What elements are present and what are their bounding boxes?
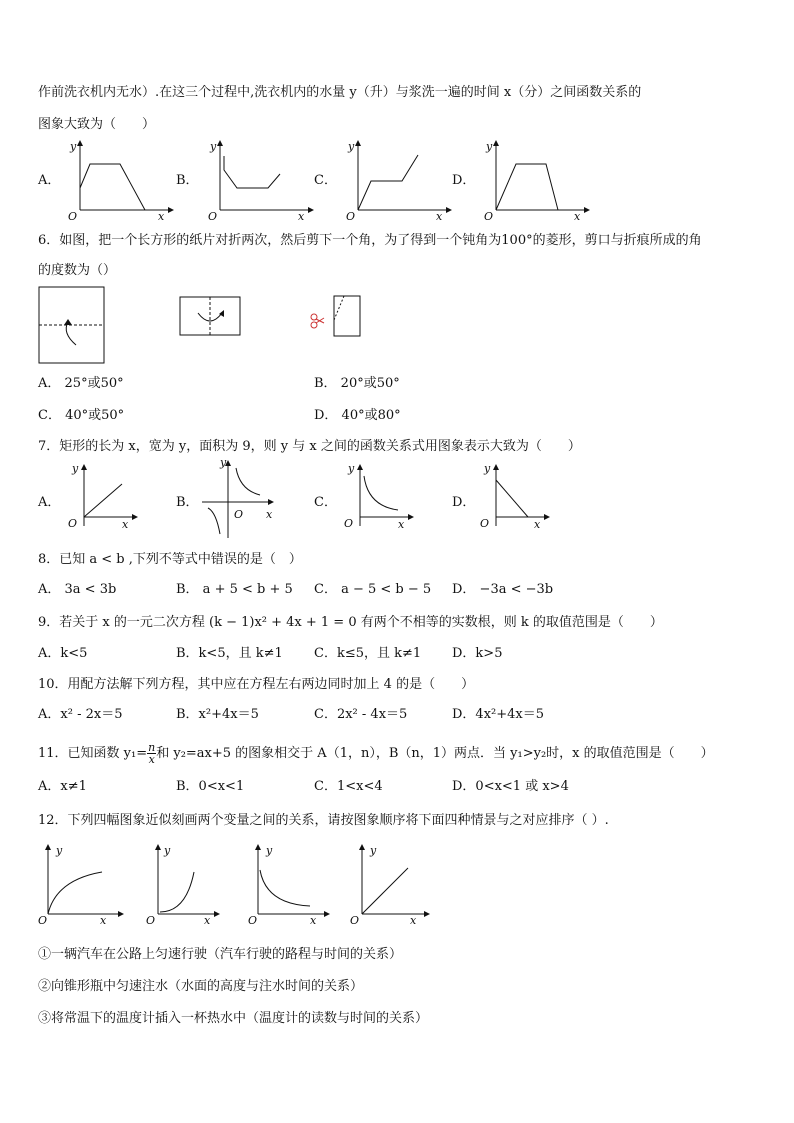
q7-graph-b (198, 458, 278, 542)
q5-stem-line1: 作前洗衣机内无水）.在这三个过程中,洗衣机内的水量 y（升）与浆洗一遍的时间 x（分）之间函数关系的 (38, 85, 642, 100)
q9-option-b: B．k<5，且 k≠1 (176, 646, 283, 661)
q7-option-c-label: C． (314, 495, 337, 510)
q5-stem-line2: 图象大致为（ ） (38, 117, 156, 132)
svg-text:x: x (158, 210, 165, 223)
svg-text:O: O (68, 210, 78, 223)
svg-text:x: x (410, 914, 417, 927)
svg-text:y: y (70, 140, 77, 153)
svg-text:x: x (534, 518, 541, 531)
svg-text:y: y (56, 844, 63, 857)
q7-stem: 7．矩形的长为 x，宽为 y，面积为 9，则 y 与 x 之间的函数关系式用图象表示大致为（ ） (38, 439, 581, 454)
q6-option-d: D． 40°或80° (314, 408, 401, 423)
svg-text:O: O (68, 517, 78, 530)
svg-text:y: y (220, 456, 227, 469)
q12-graph-4 (344, 842, 434, 926)
q9-stem: 9．若关于 x 的一元二次方程 (k − 1)x² + 4x + 1 = 0 有两个不相等的实数根，则 k 的取值范围是（ ） (38, 615, 663, 630)
svg-text:y: y (486, 140, 493, 153)
svg-text:O: O (38, 914, 48, 927)
scissors-icon (311, 314, 324, 328)
q5-graph-d (476, 140, 586, 222)
q11-fraction-numerator: n (148, 741, 156, 754)
q8-option-a: A． 3a < 3b (38, 582, 117, 597)
q9-option-c: C．k≤5，且 k≠1 (314, 646, 422, 661)
q11-stem-post: 和 y₂=ax+5 的图象相交于 A（1，n），B（n，1）两点．当 y₁>y₂时，x 的取值范围是（ ） (156, 746, 714, 761)
q12-graph-1 (38, 842, 128, 926)
q10-stem: 10．用配方法解下列方程，其中应在方程左右两边同时加上 4 的是（ ） (38, 677, 475, 692)
svg-text:y: y (164, 844, 171, 857)
svg-text:O: O (350, 914, 360, 927)
q6-fold-figure-1 (38, 285, 106, 365)
q5-option-d-label: D． (452, 173, 476, 188)
svg-text:O: O (248, 914, 258, 927)
q11-option-d: D．0<x<1 或 x>4 (452, 779, 569, 794)
q6-option-a: A． 25°或50° (38, 376, 124, 391)
q11-stem-pre: 11．已知函数 y₁= (38, 746, 148, 761)
svg-text:x: x (310, 914, 317, 927)
svg-text:O: O (480, 517, 490, 530)
svg-text:y: y (348, 462, 355, 475)
q11-fraction-denominator: x (148, 753, 155, 766)
q12-scenario-1: ①一辆汽车在公路上匀速行驶（汽车行驶的路程与时间的关系） (38, 947, 403, 962)
svg-text:x: x (266, 508, 273, 521)
svg-text:x: x (436, 210, 443, 223)
q7-graph-a (62, 462, 142, 532)
q6-stem-line2: 的度数为（） (38, 263, 117, 278)
svg-text:O: O (484, 210, 494, 223)
q10-option-d: D．4x²+4x＝5 (452, 707, 545, 722)
q8-stem: 8．已知 a < b ,下列不等式中错误的是（ ） (38, 552, 302, 567)
q7-option-b-label: B． (176, 495, 199, 510)
q12-stem: 12．下列四幅图象近似刻画两个变量之间的关系，请按图象顺序将下面四种情景与之对应排序（ ）. (38, 813, 609, 828)
q5-option-c-label: C． (314, 173, 337, 188)
q10-option-a: A．x² - 2x＝5 (38, 707, 123, 722)
svg-text:x: x (574, 210, 581, 223)
q5-graph-a (60, 140, 170, 222)
q12-graph-3 (244, 842, 334, 926)
svg-text:x: x (398, 518, 405, 531)
q9-option-d: D．k>5 (452, 646, 503, 661)
q12-graph-2 (138, 842, 228, 926)
q11-option-c: C．1<x<4 (314, 779, 383, 794)
q9-option-a: A．k<5 (38, 646, 88, 661)
svg-text:O: O (346, 210, 356, 223)
q7-graph-d (474, 462, 554, 532)
q7-option-a-label: A． (38, 495, 61, 510)
q7-option-d-label: D． (452, 495, 476, 510)
svg-text:O: O (344, 517, 354, 530)
q8-option-d: D． −3a < −3b (452, 582, 554, 597)
svg-text:y: y (72, 462, 79, 475)
svg-text:O: O (208, 210, 218, 223)
q5-option-a-label: A． (38, 173, 61, 188)
svg-text:x: x (122, 518, 129, 531)
svg-text:y: y (370, 844, 377, 857)
svg-text:y: y (266, 844, 273, 857)
q12-scenario-3: ③将常温下的温度计插入一杯热水中（温度计的读数与时间的关系） (38, 1011, 429, 1026)
q6-stem-line1: 6．如图，把一个长方形的纸片对折两次，然后剪下一个角，为了得到一个钝角为100°的菱形，剪口与折痕所成的角 (38, 233, 702, 248)
q7-graph-c (338, 462, 418, 532)
q6-option-c: C． 40°或50° (38, 408, 125, 423)
q6-fold-figure-2 (178, 295, 242, 337)
q10-option-c: C．2x² - 4x＝5 (314, 707, 408, 722)
svg-text:y: y (210, 140, 217, 153)
q6-cut-figure-3 (306, 292, 364, 340)
q11-fraction (147, 742, 156, 765)
q11-option-b: B．0<x<1 (176, 779, 245, 794)
q11-option-a: A．x≠1 (38, 779, 87, 794)
q5-graph-b (200, 140, 310, 222)
svg-text:x: x (298, 210, 305, 223)
q5-option-b-label: B． (176, 173, 199, 188)
q8-option-b: B． a + 5 < b + 5 (176, 582, 293, 597)
q11-stem (38, 742, 714, 765)
q5-graph-c (338, 140, 448, 222)
svg-text:x: x (100, 914, 107, 927)
svg-text:y: y (348, 140, 355, 153)
q10-option-b: B．x²+4x＝5 (176, 707, 259, 722)
svg-text:x: x (204, 914, 211, 927)
q12-scenario-2: ②向锥形瓶中匀速注水（水面的高度与注水时间的关系） (38, 979, 364, 994)
svg-text:O: O (234, 508, 244, 521)
q8-option-c: C． a − 5 < b − 5 (314, 582, 432, 597)
svg-text:O: O (146, 914, 156, 927)
svg-text:y: y (484, 462, 491, 475)
q6-option-b: B． 20°或50° (314, 376, 400, 391)
